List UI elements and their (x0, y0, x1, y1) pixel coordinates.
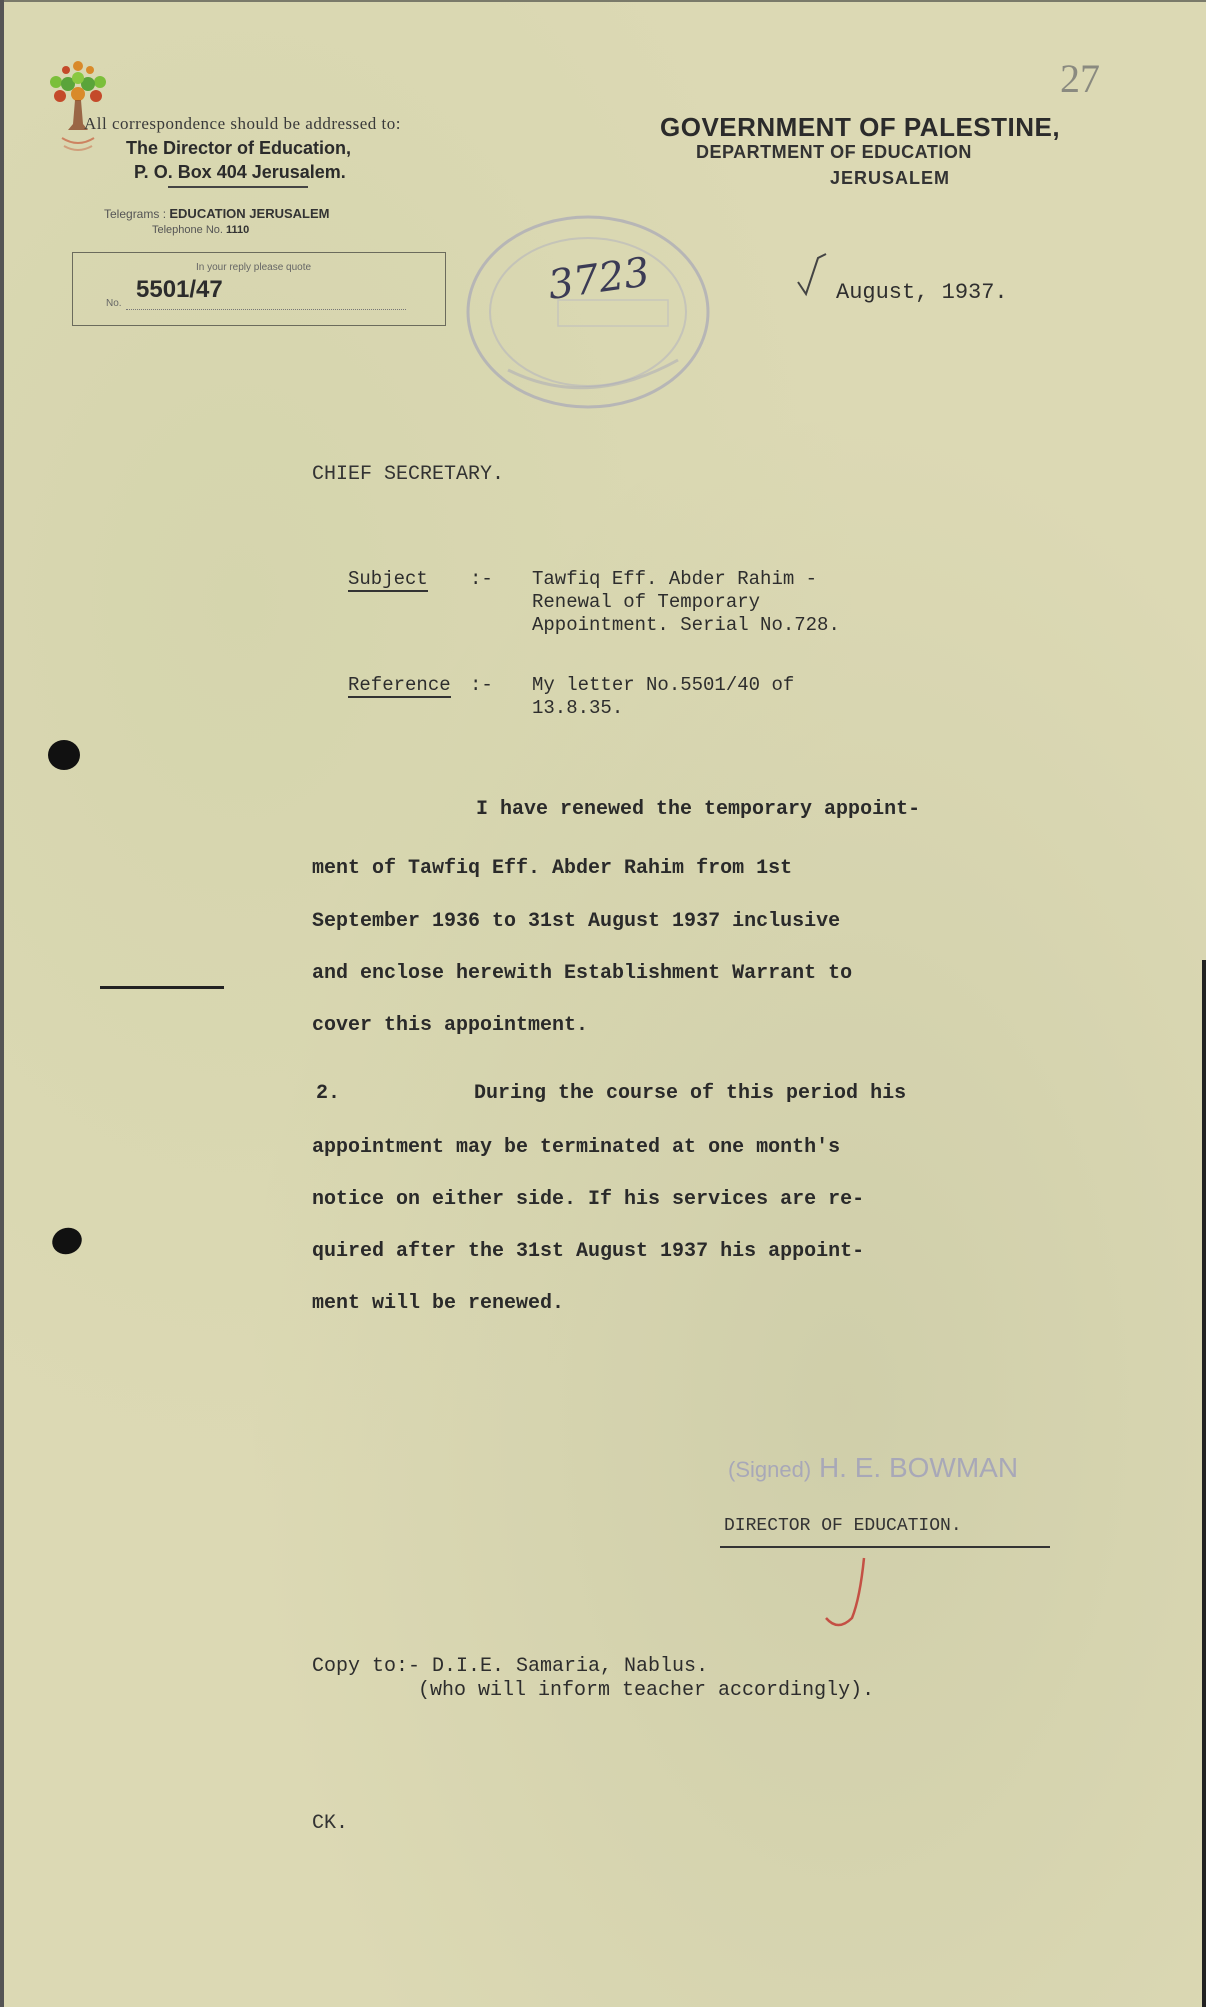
margin-rule (100, 986, 224, 989)
correspondence-line: All correspondence should be addressed to: (84, 114, 401, 133)
punch-hole (48, 740, 80, 770)
no-label: No. (106, 298, 122, 309)
paragraph-2-number: 2. (316, 1082, 341, 1105)
telegrams-line (104, 206, 329, 221)
reply-quote-label: In your reply please quote (196, 262, 312, 273)
paragraph-2-line: appointment may be terminated at one month's (312, 1136, 841, 1159)
subject-label: Subject (348, 568, 428, 590)
checkmark-icon (794, 250, 828, 300)
punch-hole (48, 1224, 85, 1259)
department-line: DEPARTMENT OF EDUCATION (696, 142, 972, 162)
paragraph-1-line: and enclose herewith Establishment Warrant to (312, 962, 853, 985)
page-right-edge (1202, 960, 1206, 2007)
paragraph-1-line: September 1936 to 31st August 1937 inclusive (312, 910, 841, 933)
signatory-title: DIRECTOR OF EDUCATION. (724, 1516, 962, 1536)
signatory-underline (720, 1546, 1050, 1548)
paragraph-2-line: During the course of this period his (474, 1082, 907, 1105)
paragraph-1-line: cover this appointment. (312, 1014, 589, 1037)
subject-line: Appointment. Serial No.728. (532, 614, 840, 636)
paragraph-1-line: I have renewed the temporary appoint- (476, 798, 921, 821)
telephone-label: Telephone No. (152, 224, 223, 236)
government-title: GOVERNMENT OF PALESTINE, (660, 112, 1061, 142)
page-number: 27 (1060, 56, 1100, 101)
reference-separator: :- (470, 674, 493, 696)
pobox-underline (168, 186, 308, 188)
handwritten-registry-number: 3723 (545, 249, 653, 309)
telephone-value: 1110 (226, 224, 250, 236)
telegrams-value: EDUCATION JERUSALEM (169, 206, 330, 221)
director-line: The Director of Education, (126, 138, 352, 158)
city-line: JERUSALEM (830, 168, 951, 188)
letter-date: August, 1937. (836, 280, 1008, 305)
tree-crown-icon (50, 61, 106, 102)
reference-line: 13.8.35. (532, 697, 624, 719)
paragraph-2-line: ment will be renewed. (312, 1292, 565, 1315)
paragraph-2-line: notice on either side. If his services are re- (312, 1188, 865, 1211)
red-tick-icon (820, 1552, 870, 1632)
reference-number: 5501/47 (136, 276, 223, 303)
typist-initials: CK. (312, 1812, 349, 1835)
signed-prefix: (Signed) (728, 1457, 812, 1482)
pobox-line: P. O. Box 404 Jerusalem. (134, 162, 346, 182)
subject-line: Renewal of Temporary (532, 591, 761, 613)
paragraph-2-line: quired after the 31st August 1937 his appoint- (312, 1240, 865, 1263)
page-left-edge (0, 0, 4, 2007)
signature-stamp (728, 1452, 1018, 1484)
telegrams-label: Telegrams : (104, 207, 167, 221)
receipt-stamp-icon (438, 200, 738, 430)
signatory-name: H. E. BOWMAN (818, 1452, 1019, 1483)
reference-line: My letter No.5501/40 of (532, 674, 795, 696)
archive-tree-logo (42, 52, 114, 162)
telephone-line (152, 224, 249, 236)
copy-to-line: Copy to:- D.I.E. Samaria, Nablus. (312, 1655, 709, 1678)
page-top-edge (0, 0, 1206, 2)
subject-separator: :- (470, 568, 493, 590)
addressee: CHIEF SECRETARY. (312, 463, 505, 486)
reference-dotted-line (126, 309, 406, 310)
paragraph-1-line: ment of Tawfiq Eff. Abder Rahim from 1st (312, 857, 793, 880)
subject-line: Tawfiq Eff. Abder Rahim - (532, 568, 818, 590)
reference-label: Reference (348, 674, 451, 696)
copy-to-line: (who will inform teacher accordingly). (418, 1679, 875, 1702)
